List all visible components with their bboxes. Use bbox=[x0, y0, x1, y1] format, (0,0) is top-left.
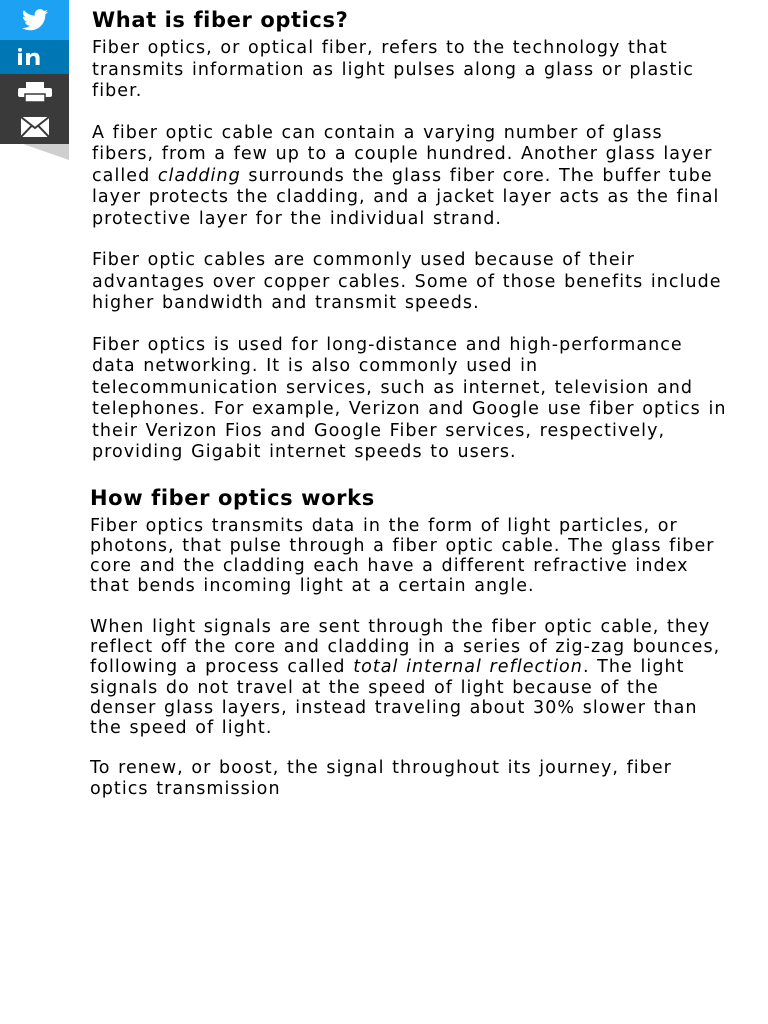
print-icon bbox=[18, 82, 52, 102]
heading-how-fiber-optics-works: How fiber optics works bbox=[90, 485, 375, 510]
paragraph-advantages: Fiber optic cables are commonly used because of their advantages over copper cables. Some of those benefits include higher bandwidth and transmit speeds. bbox=[92, 250, 722, 313]
paragraph-photons: Fiber optics transmits data in the form of light particles, or photons, that pulse through a fiber optic cable. The glass fiber core and the cladding each have a different refractive index that bends incoming light at a certain angle. bbox=[90, 515, 715, 597]
paragraph-signal-renewal: To renew, or boost, the signal throughout its journey, fiber optics transmission bbox=[90, 758, 672, 799]
text-span: surrounds the glass fiber core. The buffer tube layer protects the cladding, and a jacket layer acts as the final protective layer for the individual strand. bbox=[92, 165, 720, 229]
paragraph-definition: Fiber optics, or optical fiber, refers to the technology that transmits information as light pulses along a glass or plastic fiber. bbox=[92, 38, 694, 101]
share-bar-shadow bbox=[23, 144, 69, 160]
emphasis-cladding: cladding bbox=[157, 165, 241, 186]
emphasis-total-internal-reflection: total internal reflection bbox=[353, 657, 583, 678]
linkedin-icon bbox=[18, 48, 52, 66]
twitter-share-button[interactable] bbox=[0, 0, 69, 40]
heading-what-is-fiber-optics: What is fiber optics? bbox=[92, 8, 349, 32]
paragraph-uses: Fiber optics is used for long-distance and high-performance data networking. It is also commonly used in telecommunication services, such as internet, television and telephones. For example, Verizon and Google use fiber optics in their Verizon Fios and Google Fiber services, respectively, providing Gigabit internet speeds to users. bbox=[92, 334, 727, 462]
linkedin-share-button[interactable] bbox=[0, 40, 69, 74]
email-share-button[interactable] bbox=[0, 110, 69, 144]
text-span: . The light signals do not travel at the speed of light because of the denser glass layers, instead traveling about 30% slower than the speed of light. bbox=[90, 657, 698, 739]
text-span: When light signals are sent through the fiber optic cable, they reflect off the core and cladding in a series of zig-zag bounces, following a process called bbox=[90, 616, 721, 678]
paragraph-cable-structure bbox=[92, 123, 730, 231]
article-body bbox=[90, 6, 730, 819]
text-span: A fiber optic cable can contain a varying number of glass fibers, from a few up to a couple hundred. Another glass layer called bbox=[92, 122, 713, 186]
share-bar bbox=[0, 0, 69, 160]
paragraph-total-internal-reflection bbox=[90, 617, 730, 739]
email-icon bbox=[21, 117, 49, 137]
twitter-icon bbox=[22, 9, 48, 31]
print-button[interactable] bbox=[0, 74, 69, 110]
